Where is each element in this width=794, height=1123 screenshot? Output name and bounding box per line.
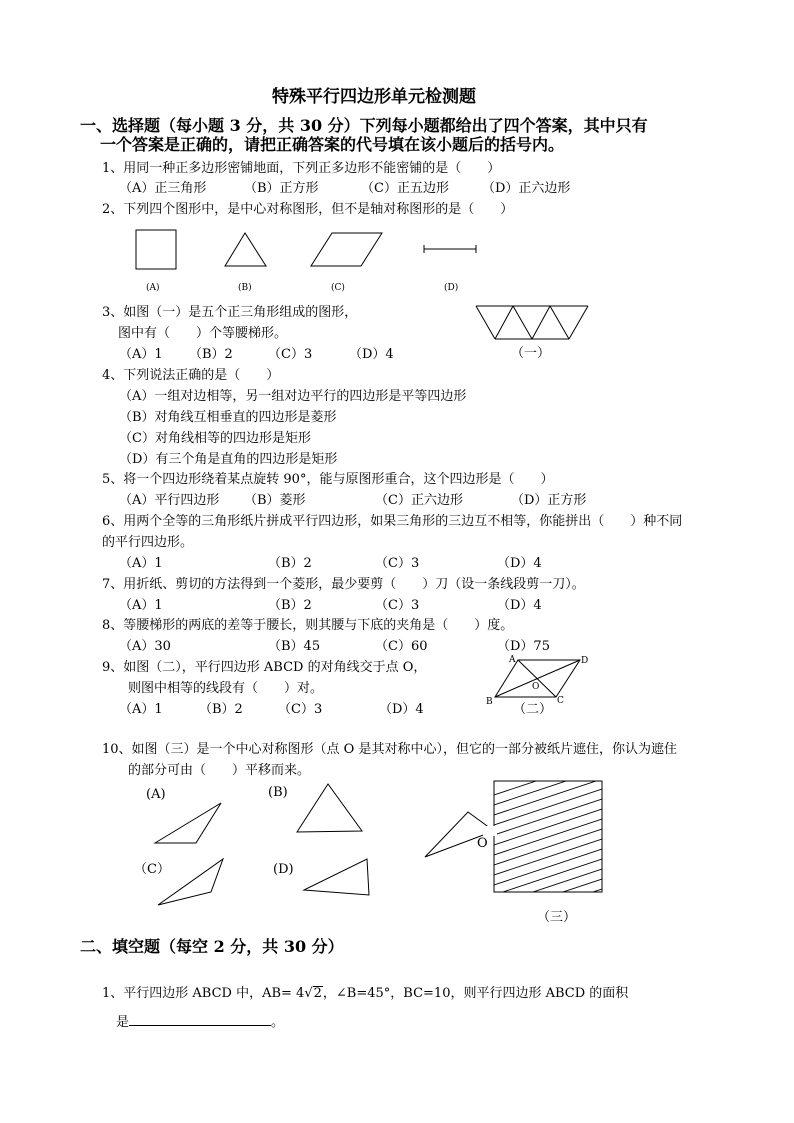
q6-option-b: （B）2 [268, 556, 312, 571]
q3-option-c: （C）3 [268, 347, 313, 362]
q2-label-a: (A) [146, 283, 160, 293]
q7-option-b: （B）2 [268, 598, 312, 613]
fill1-radicand: 2 [313, 986, 322, 1001]
q4-option-a: （A）一组对边相等，另一组对边平行的四边形是平等四边形 [119, 389, 467, 404]
q10-triangle-b [297, 784, 362, 832]
q5-option-b: （B）菱形 [244, 493, 306, 508]
q10-label-c: （C） [134, 862, 170, 877]
q1-option-d: （D）正六边形 [482, 181, 571, 196]
q6-option-a: （A）1 [119, 556, 163, 571]
q5-stem: 5、将一个四边形绕着某点旋转 90°，能与原图形重合，这个四边形是（ ） [102, 472, 554, 487]
q9-option-d: （D）4 [379, 702, 424, 717]
q2-square-figure [136, 230, 176, 269]
q4-option-b: （B）对角线互相垂直的四边形是菱形 [119, 410, 337, 425]
q9-label-d: D [581, 656, 589, 666]
fill1-part2: ，∠B=45°，BC=10，则平行四边形 ABCD 的面积 [322, 986, 629, 1001]
q5-option-d: （D）正方形 [511, 493, 587, 508]
q10-label-b: (B) [268, 785, 288, 800]
q10-label-a: (A) [146, 787, 166, 802]
q9-label-o: O [532, 682, 540, 692]
q3-stem-line2: 图中有（ ）个等腰梯形。 [118, 326, 288, 341]
q8-option-c: （C）60 [375, 639, 428, 654]
q9-stem-line2: 则图中相等的线段有（ ）对。 [128, 681, 324, 696]
q2-label-b: (B) [238, 283, 252, 293]
section2-heading: 二、填空题（每空 2 分，共 30 分） [80, 937, 344, 956]
fill1-part1: 1、平行四边形 ABCD 中，AB= 4 [102, 986, 305, 1001]
q3-option-a: （A）1 [119, 347, 163, 362]
q6-stem-line1: 6、用两个全等的三角形纸片拼成平行四边形，如果三角形的三边互不相等，你能拼出（ ）种不同 [102, 514, 683, 529]
section1-heading-line1: 一、选择题（每小题 3 分，共 30 分）下列每小题都给出了四个答案，其中只有 [80, 116, 648, 135]
q10-label-d: (D) [273, 862, 294, 877]
q9-label-b: B [486, 697, 493, 707]
q9-stem-line1: 9、如图（二），平行四边形 ABCD 的对角线交于点 O， [102, 660, 427, 675]
q7-option-c: （C）3 [375, 598, 420, 613]
q3-option-d: （D）4 [349, 347, 394, 362]
q10-triangle-d [304, 859, 369, 895]
q10-stem-line1: 10、如图（三）是一个中心对称图形（点 O 是其对称中心），但它的一部分被纸片遮住，你认为遮住 [102, 742, 677, 757]
sqrt-sign: √ [304, 986, 313, 1001]
q9-option-a: （A）1 [119, 702, 163, 717]
q6-stem-line2: 的平行四边形。 [102, 535, 194, 550]
q4-option-d: （D）有三个角是直角的四边形是矩形 [119, 452, 338, 467]
q9-figure-caption: （二） [513, 702, 553, 717]
q9-label-a: A [509, 655, 516, 665]
q2-label-c: (C) [331, 283, 345, 293]
q5-option-a: （A）平行四边形 [119, 493, 220, 508]
q2-parallelogram-figure [311, 233, 382, 266]
q3-figure-caption: （一） [511, 346, 551, 361]
q6-option-d: （D）4 [497, 556, 542, 571]
q6-option-c: （C）3 [375, 556, 420, 571]
page-title: 特殊平行四边形单元检测题 [272, 87, 476, 107]
q5-option-c: （C）正六边形 [375, 493, 463, 508]
q2-stem: 2、下列四个图形中，是中心对称图形，但不是轴对称图形的是（ ） [102, 202, 514, 217]
q8-option-b: （B）45 [268, 639, 321, 654]
q3-triangles-figure [476, 306, 588, 339]
q10-center-label: O [477, 836, 488, 851]
q1-option-a: （A）正三角形 [119, 181, 207, 196]
fill1-part3: 是 [116, 1015, 130, 1030]
q7-option-a: （A）1 [119, 598, 163, 613]
section1-heading-line2: 一个答案是正确的，请把正确答案的代号填在该小题后的括号内。 [100, 135, 565, 154]
q2-triangle-figure [225, 233, 266, 266]
q4-option-c: （C）对角线相等的四边形是矩形 [119, 431, 311, 446]
q2-segment-figure [424, 245, 476, 253]
q8-stem: 8、等腰梯形的两底的差等于腰长，则其腰与下底的夹角是（ ）度。 [102, 618, 514, 633]
fill1-end: 。 [271, 1015, 285, 1030]
q3-stem-line1: 3、如图（一）是五个正三角形组成的图形， [102, 305, 358, 320]
q7-option-d: （D）4 [497, 598, 542, 613]
q8-option-d: （D）75 [497, 639, 550, 654]
q9-parallelogram-figure [495, 660, 580, 697]
q10-figure-caption: （三） [537, 910, 577, 925]
q7-stem: 7、用折纸、剪切的方法得到一个菱形，最少要剪（ ）刀（设一条线段剪一刀）。 [102, 577, 585, 592]
q4-stem: 4、下列说法正确的是（ ） [102, 368, 280, 383]
q9-option-b: （B）2 [199, 702, 243, 717]
q10-triangle-a [155, 803, 221, 843]
q10-triangle-c [158, 859, 223, 905]
q1-option-c: （C）正五边形 [361, 181, 449, 196]
q9-option-c: （C）3 [278, 702, 323, 717]
q10-stem-line2: 的部分可由（ ）平移而来。 [128, 763, 311, 778]
q1-option-b: （B）正方形 [244, 181, 319, 196]
q2-label-d: (D) [444, 283, 459, 293]
q9-label-c: C [557, 696, 564, 706]
q3-option-b: （B）2 [189, 347, 233, 362]
q1-stem: 1、用同一种正多边形密铺地面，下列正多边形不能密铺的是（ ） [102, 161, 501, 176]
q8-option-a: （A）30 [119, 639, 171, 654]
q10-hatched-square [483, 759, 602, 935]
